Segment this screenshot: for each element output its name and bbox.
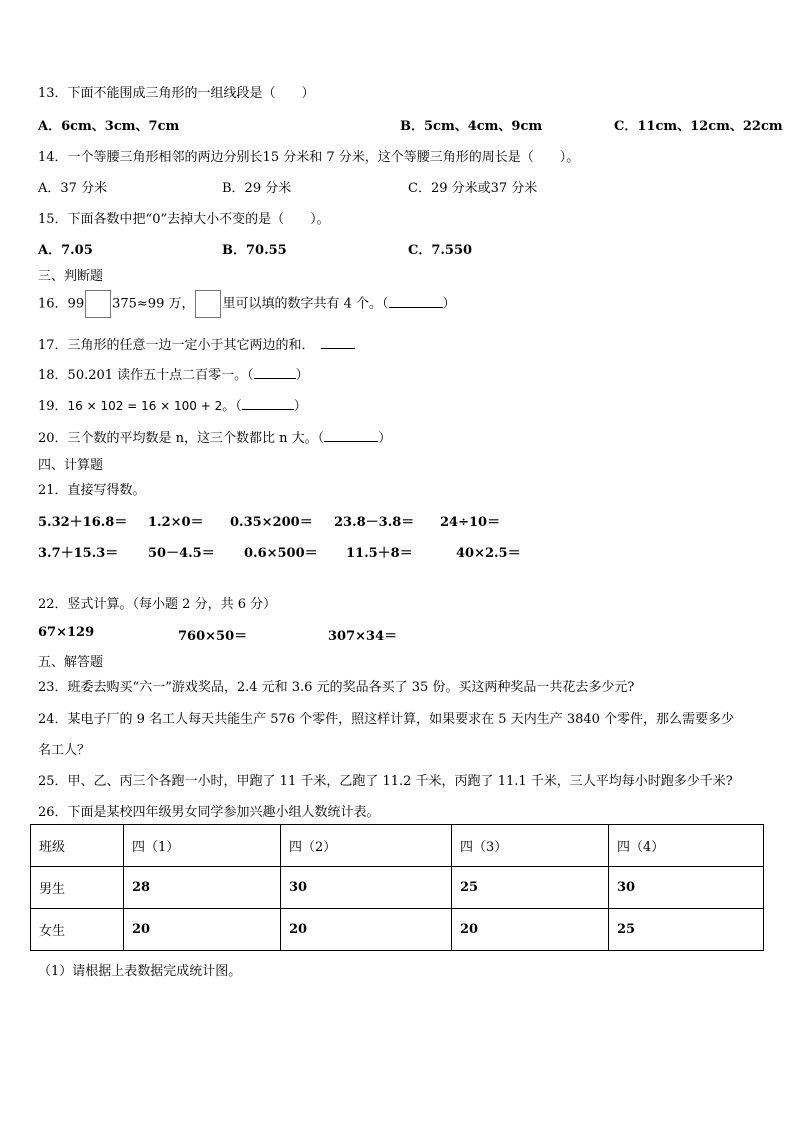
q18 [38, 364, 309, 383]
table-header-cell: 四（3） [452, 825, 609, 867]
q19-tail: 。（ [222, 399, 242, 414]
table-cell: 20 [281, 909, 452, 951]
table-header-cell: 四（1） [124, 825, 281, 867]
q15-option-a: A．7.05 [38, 243, 93, 258]
table-cell: 20 [452, 909, 609, 951]
q21-r1-c4: 23.8－3.8＝ [334, 515, 415, 530]
q19-expression: 16 × 102 = 16 × 100 + 2 [67, 399, 223, 413]
q21-r2-c2: 50－4.5＝ [148, 546, 215, 561]
q21-r2-c3: 0.6×500＝ [244, 546, 318, 561]
table-header-cell: 班级 [31, 825, 124, 867]
q16-answer-blank[interactable] [389, 295, 443, 308]
q21-r1-c2: 1.2×0＝ [148, 515, 204, 530]
table-cell: 25 [452, 867, 609, 909]
q26-sub-question-1: （1）请根据上表数据完成统计图。 [38, 964, 242, 979]
q23: 23．班委去购买“六一”游戏奖品，2.4 元和 3.6 元的奖品各买了 35 份。买这两种奖品一共花去多少元? [38, 680, 635, 695]
q14-option-c: C．29 分米或37 分米 [408, 181, 538, 196]
q16 [38, 290, 456, 319]
table-row [31, 909, 764, 951]
q20-answer-blank[interactable] [324, 429, 378, 442]
q20 [38, 427, 391, 446]
q16-box-2[interactable] [195, 290, 221, 318]
q22-stem: 22．竖式计算。（每小题 2 分，共 6 分） [38, 597, 277, 612]
q14-option-b: B．29 分米 [222, 181, 292, 196]
table-cell: 25 [609, 909, 764, 951]
section-4-heading: 四、计算题 [38, 458, 104, 473]
q17-answer-blank[interactable] [321, 336, 355, 349]
q20-close: ） [378, 431, 392, 446]
q15-stem: 15．下面各数中把“0”去掉大小不变的是（ ）。 [38, 212, 330, 227]
q14-stem: 14．一个等腰三角形相邻的两边分别长15 分米和 7 分米，这个等腰三角形的周长是（ ）。 [38, 150, 580, 165]
q26-statistics-table [30, 824, 764, 951]
q15-option-b: B．70.55 [222, 243, 287, 258]
q21-r2-c1: 3.7＋15.3＝ [38, 546, 119, 561]
table-header-cell: 四（4） [609, 825, 764, 867]
table-header-row [31, 825, 764, 867]
q13-stem: 13．下面不能围成三角形的一组线段是（ ） [38, 86, 315, 101]
q19-answer-blank[interactable] [242, 397, 294, 410]
q17 [38, 334, 355, 353]
q18-answer-blank[interactable] [254, 366, 296, 379]
q16-part3: 里可以填的数字共有 4 个。（ [222, 296, 389, 312]
q13-option-b: B．5cm、4cm、9cm [400, 119, 543, 134]
table-cell: 30 [281, 867, 452, 909]
q16-part1: 16．99 [38, 296, 85, 312]
q14-option-a: A．37 分米 [38, 181, 108, 196]
q25: 25．甲、乙、丙三个各跑一小时，甲跑了 11 千米，乙跑了 11.2 千米，丙跑了 11.1 千米，三人平均每小时跑多少千米? [38, 774, 733, 789]
section-5-heading: 五、解答题 [38, 655, 104, 670]
q16-part2: 375≈99 万， [112, 296, 195, 312]
q16-part4: ） [442, 296, 456, 312]
q21-r1-c5: 24÷10＝ [440, 515, 501, 530]
section-3-heading: 三、判断题 [38, 269, 104, 284]
table-cell: 28 [124, 867, 281, 909]
q22-item-3: 307×34＝ [328, 629, 398, 644]
q13-option-a: A．6cm、3cm、7cm [38, 119, 180, 134]
table-header-cell: 四（2） [281, 825, 452, 867]
table-cell: 女生 [31, 909, 124, 951]
q21-stem: 21．直接写得数。 [38, 483, 146, 498]
q15-option-c: C．7.550 [408, 243, 473, 258]
q16-box-1[interactable] [85, 290, 111, 318]
q19-number: 19． [38, 399, 68, 414]
q13-option-c: C．11cm、12cm、22cm [614, 119, 783, 134]
table-cell: 男生 [31, 867, 124, 909]
q21-r1-c3: 0.35×200＝ [230, 515, 313, 530]
q21-r2-c4: 11.5＋8＝ [346, 546, 413, 561]
q22-item-2: 760×50＝ [178, 629, 248, 644]
q20-text: 20．三个数的平均数是 n，这三个数都比 n 大。（ [38, 431, 325, 446]
q18-text: 18．50.201 读作五十点二百零一。（ [38, 368, 254, 383]
q18-close: ） [295, 368, 309, 383]
q21-r2-c5: 40×2.5＝ [456, 546, 521, 561]
table-cell: 20 [124, 909, 281, 951]
table-cell: 30 [609, 867, 764, 909]
q24-line-2: 名工人？ [38, 743, 91, 758]
q21-r1-c1: 5.32＋16.8＝ [38, 515, 128, 530]
q22-item-1: 67×129 [38, 625, 95, 640]
table-row [31, 867, 764, 909]
q26-stem: 26．下面是某校四年级男女同学参加兴趣小组人数统计表。 [38, 805, 380, 820]
q19 [38, 395, 307, 414]
q19-close: ） [293, 399, 307, 414]
q24-line-1: 24．某电子厂的 9 名工人每天共能生产 576 个零件，照这样计算，如果要求在 5 天内生产 3840 个零件，那么需要多少 [38, 712, 735, 727]
q17-text: 17．三角形的任意一边一定小于其它两边的和． [38, 338, 315, 353]
